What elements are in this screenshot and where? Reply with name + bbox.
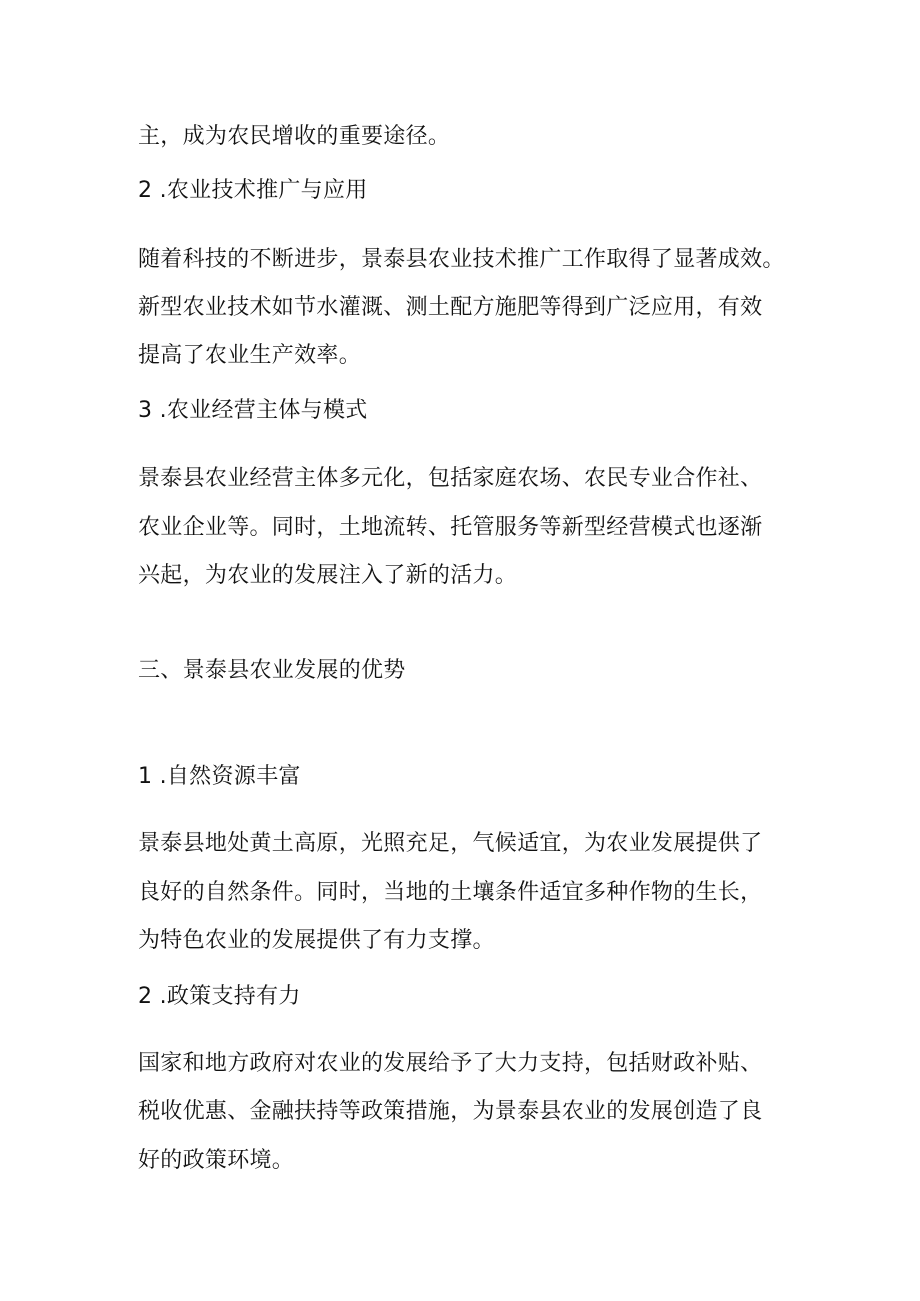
subheading-tech-promotion: 2 .农业技术推广与应用 (138, 178, 368, 203)
paragraph-nature-line-1: 景泰县地处黄土高原，光照充足，气候适宜，为农业发展提供了 (138, 831, 763, 856)
paragraph-tech-line-1: 随着科技的不断进步，景泰县农业技术推广工作取得了显著成效。 (138, 247, 785, 272)
subheading-policy-support: 2 .政策支持有力 (138, 984, 301, 1009)
paragraph-tech-line-3: 提高了农业生产效率。 (138, 343, 362, 368)
paragraph-nature-line-3: 为特色农业的发展提供了有力支撑。 (138, 928, 495, 953)
paragraph-continuation-line: 主，成为农民增收的重要途径。 (138, 124, 451, 149)
subheading-business-model: 3 .农业经营主体与模式 (138, 398, 368, 423)
paragraph-policy-line-1: 国家和地方政府对农业的发展给予了大力支持，包括财政补贴、 (138, 1051, 763, 1076)
section-heading-advantages: 三、景泰县农业发展的优势 (138, 658, 406, 683)
paragraph-policy-line-3: 好的政策环境。 (138, 1148, 295, 1173)
subheading-natural-resources: 1 .自然资源丰富 (138, 764, 301, 789)
paragraph-nature-line-2: 良好的自然条件。同时，当地的土壤条件适宜多种作物的生长， (138, 880, 763, 905)
paragraph-policy-line-2: 税收优惠、金融扶持等政策措施，为景泰县农业的发展创造了良 (138, 1099, 763, 1124)
paragraph-business-line-1: 景泰县农业经营主体多元化，包括家庭农场、农民专业合作社、 (138, 466, 763, 491)
paragraph-tech-line-2: 新型农业技术如节水灌溉、测土配方施肥等得到广泛应用，有效 (138, 295, 763, 320)
paragraph-business-line-3: 兴起，为农业的发展注入了新的活力。 (138, 563, 518, 588)
paragraph-business-line-2: 农业企业等。同时，土地流转、托管服务等新型经营模式也逐渐 (138, 515, 763, 540)
